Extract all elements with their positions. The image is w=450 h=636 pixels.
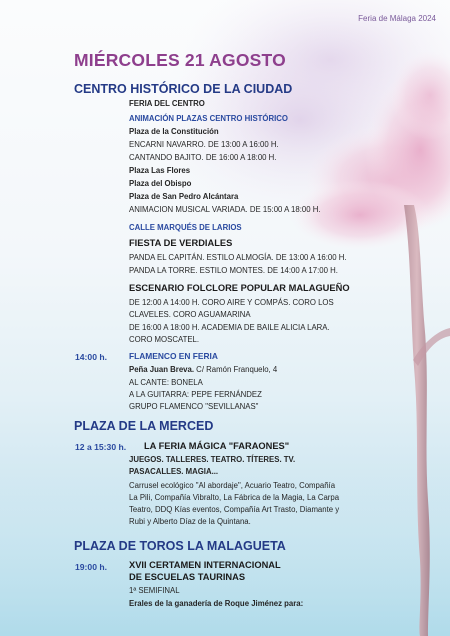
animacion-musical-line: ANIMACION MUSICAL VARIADA. DE 15:00 A 18:00 H. bbox=[129, 205, 321, 214]
escenario-line-2: CLAVELES. CORO AGUAMARINA bbox=[129, 310, 251, 319]
certamen-line-2: DE ESCUELAS TAURINAS bbox=[129, 572, 246, 582]
panda-capitan-line: PANDA EL CAPITÁN. ESTILO ALMOGÍA. DE 13:00 A 16:00 H. bbox=[129, 253, 347, 262]
section-title-centro: CENTRO HISTÓRICO DE LA CIUDAD bbox=[74, 82, 293, 96]
day-title: MIÉRCOLES 21 AGOSTO bbox=[74, 50, 286, 70]
semifinal-line: 1ª SEMIFINAL bbox=[129, 586, 180, 595]
escenario-line-1: DE 12:00 A 14:00 H. CORO AIRE Y COMPÁS. CORO LOS bbox=[129, 298, 334, 307]
section-title-merced: PLAZA DE LA MERCED bbox=[74, 419, 214, 433]
flamenco-title: FLAMENCO EN FERIA bbox=[129, 351, 218, 361]
fiesta-verdiales-title: FIESTA DE VERDIALES bbox=[129, 238, 233, 248]
section-title-toros: PLAZA DE TOROS LA MALAGUETA bbox=[74, 539, 286, 553]
merced-time: 12 a 15:30 h. bbox=[75, 442, 127, 452]
merced-sub-1: JUEGOS. TALLERES. TEATRO. TÍTERES. TV. bbox=[129, 455, 296, 464]
flamenco-time: 14:00 h. bbox=[75, 352, 108, 362]
pena-line bbox=[129, 366, 277, 374]
merced-desc-3: Teatro, DDQ Kías eventos, Compañía Art Trasto, Diamante y bbox=[129, 505, 340, 514]
escenario-line-3: DE 16:00 A 18:00 H. ACADEMIA DE BAILE ALICIA LARA. bbox=[129, 323, 330, 332]
merced-desc-2: La Pili, Compañía Vibralto, La Fábrica de la Magia, La Carpa bbox=[129, 493, 340, 502]
pena-address: C/ Ramón Franquelo, 4 bbox=[194, 365, 278, 374]
guitarra-line: A LA GUITARRA: PEPE FERNÁNDEZ bbox=[129, 390, 262, 399]
plaza-constitucion: Plaza de la Constitución bbox=[129, 127, 219, 136]
plaza-obispo: Plaza del Obispo bbox=[129, 179, 192, 188]
feria-centro-label: FERIA DEL CENTRO bbox=[129, 99, 205, 108]
certamen-line-1: XVII CERTAMEN INTERNACIONAL bbox=[129, 560, 281, 570]
toros-time: 19:00 h. bbox=[75, 562, 108, 572]
erales-line: Erales de la ganadería de Roque Jiménez para: bbox=[129, 599, 304, 608]
plaza-san-pedro: Plaza de San Pedro Alcántara bbox=[129, 192, 239, 201]
merced-desc-4: Rubi y Alberto Díaz de la Quintana. bbox=[129, 517, 251, 526]
merced-desc-1: Carrusel ecológico "Al abordaje", Acuario Teatro, Compañía bbox=[129, 481, 336, 490]
panda-torre-line: PANDA LA TORRE. ESTILO MONTES. DE 14:00 A 17:00 H. bbox=[129, 266, 338, 275]
grupo-line: GRUPO FLAMENCO "SEVILLANAS" bbox=[129, 402, 259, 411]
feria-magica-title: LA FERIA MÁGICA "FARAONES" bbox=[144, 441, 290, 451]
animacion-title: ANIMACIÓN PLAZAS CENTRO HISTÓRICO bbox=[129, 114, 288, 123]
merced-sub-2: PASACALLES. MAGIA... bbox=[129, 467, 219, 476]
al-cante-line: AL CANTE: BONELA bbox=[129, 378, 203, 387]
calle-larios-title: CALLE MARQUÉS DE LARIOS bbox=[129, 223, 242, 232]
escenario-line-4: CORO MOSCATEL. bbox=[129, 335, 200, 344]
cantando-line: CANTANDO BAJITO. DE 16:00 A 18:00 H. bbox=[129, 153, 277, 162]
escenario-title: ESCENARIO FOLCLORE POPULAR MALAGUEÑO bbox=[129, 283, 350, 293]
plaza-flores: Plaza Las Flores bbox=[129, 166, 191, 175]
pena-name: Peña Juan Breva. bbox=[129, 365, 195, 374]
header-note: Feria de Málaga 2024 bbox=[358, 14, 436, 23]
encarni-line: ENCARNI NAVARRO. DE 13:00 A 16:00 H. bbox=[129, 140, 279, 149]
